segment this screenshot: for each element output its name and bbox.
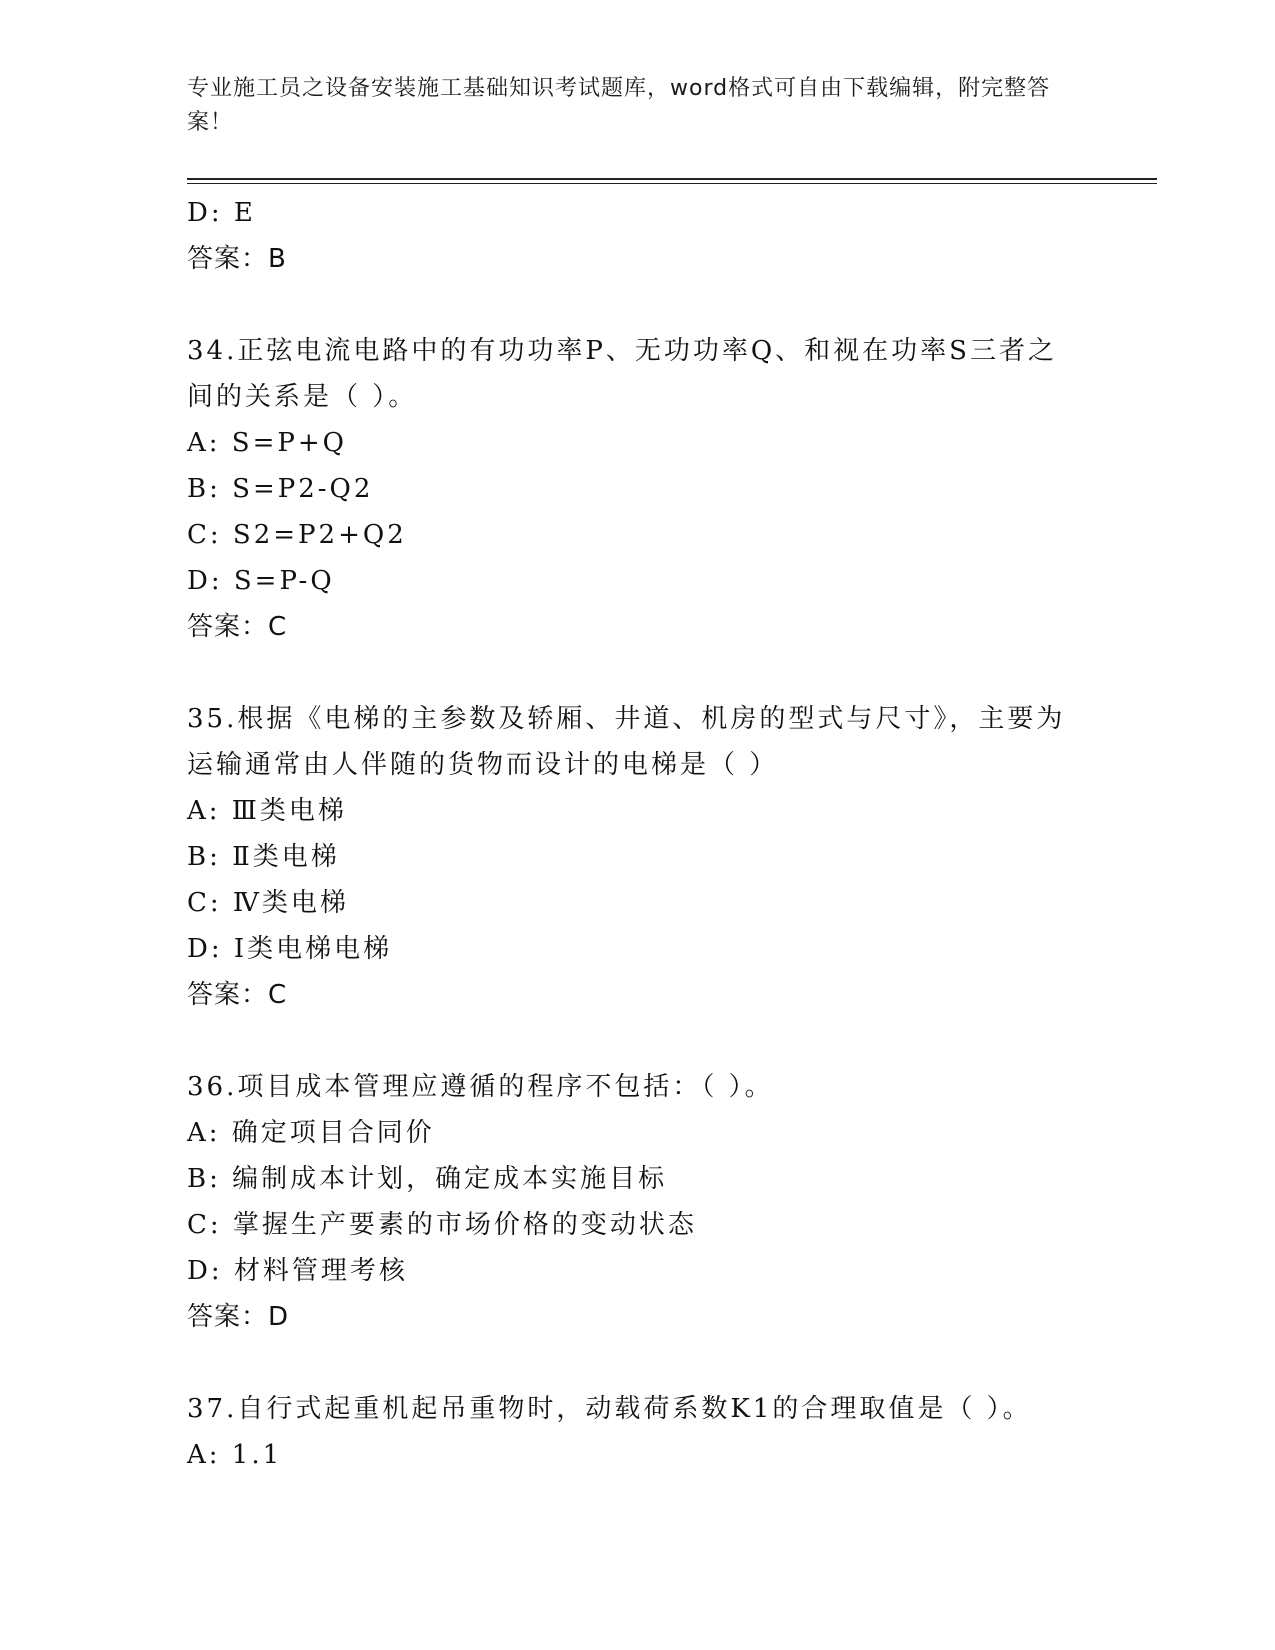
question-content [187, 190, 1157, 1478]
question-36 [187, 1064, 1157, 1340]
question-37 [187, 1386, 1157, 1478]
option-c: C: Ⅳ类电梯 [187, 888, 349, 918]
option-d: D: S=P-Q [187, 566, 335, 596]
option-b: B: Ⅱ类电梯 [187, 842, 340, 872]
document-header [187, 72, 1067, 140]
option-a: A: 确定项目合同价 [187, 1118, 435, 1148]
header-divider-thin [187, 183, 1157, 184]
option-d: D: 材料管理考核 [187, 1256, 408, 1286]
question-stem: 37.自行式起重机起吊重物时，动载荷系数K1的合理取值是（ ）。 [187, 1394, 1032, 1424]
question-stem: 运输通常由人伴随的货物而设计的电梯是（ ） [187, 750, 779, 780]
option-b: B: S=P2-Q2 [187, 474, 374, 504]
option-a: A: 1.1 [187, 1440, 283, 1470]
question-stem: 36.项目成本管理应遵循的程序不包括：（ ）。 [187, 1072, 774, 1102]
option-d: D: E [187, 198, 256, 228]
question-stem: 35.根据《电梯的主参数及轿厢、井道、机房的型式与尺寸》，主要为 [187, 704, 1066, 734]
answer-line: 答案：C [187, 612, 288, 642]
answer-line: 答案：D [187, 1302, 290, 1332]
question-stem: 间的关系是（ ）。 [187, 382, 418, 412]
question-35 [187, 696, 1157, 1018]
answer-line: 答案：C [187, 980, 288, 1010]
option-c: C: S2=P2+Q2 [187, 520, 407, 550]
question-stem: 34.正弦电流电路中的有功功率P、无功功率Q、和视在功率S三者之 [187, 336, 1057, 366]
option-d: D: Ⅰ类电梯电梯 [187, 934, 393, 964]
option-a: A: Ⅲ类电梯 [187, 796, 347, 826]
option-c: C: 掌握生产要素的市场价格的变动状态 [187, 1210, 697, 1240]
header-title: 专业施工员之设备安装施工基础知识考试题库，word格式可自由下载编辑，附完整答案！ [187, 76, 1051, 135]
header-divider-thick [187, 178, 1157, 180]
answer-line: 答案：B [187, 244, 287, 274]
option-a: A: S=P+Q [187, 428, 347, 458]
question-34 [187, 328, 1157, 650]
option-b: B: 编制成本计划，确定成本实施目标 [187, 1164, 668, 1194]
